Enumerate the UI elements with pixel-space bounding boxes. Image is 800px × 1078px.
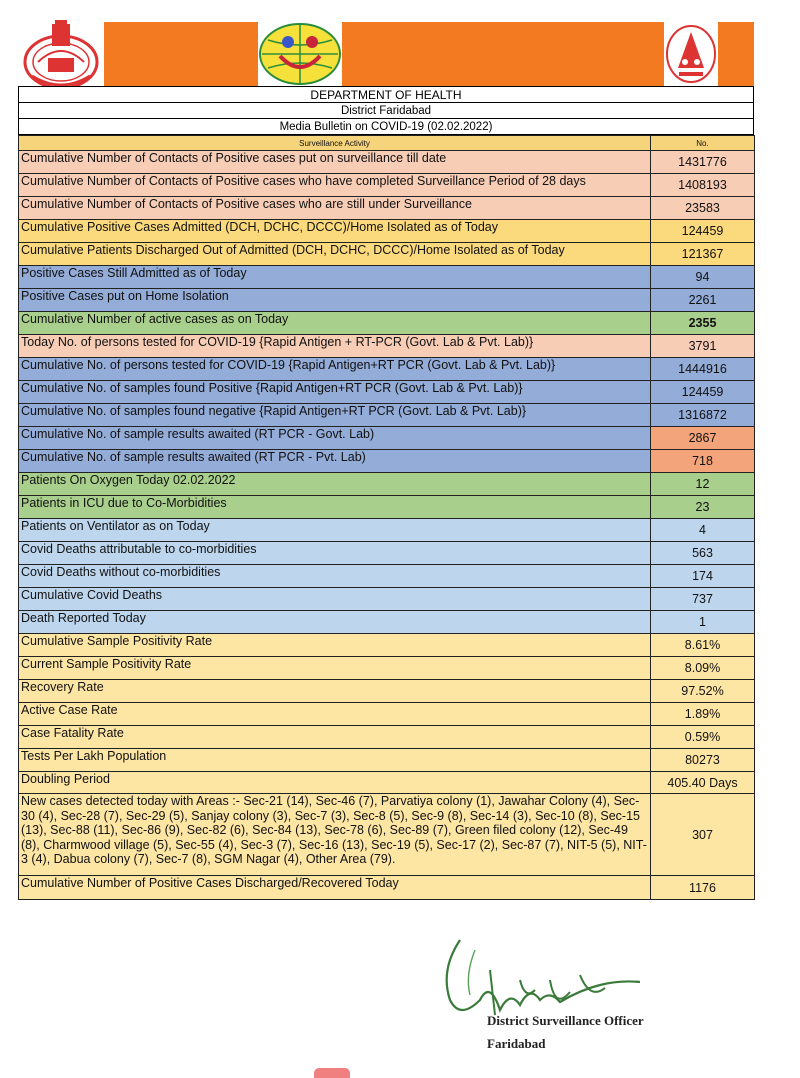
row-value: 124459 <box>651 381 755 404</box>
row-label: Case Fatality Rate <box>19 726 651 749</box>
bulletin-title: Media Bulletin on COVID-19 (02.02.2022) <box>18 118 754 135</box>
row-label: Cumulative No. of sample results awaited (RT PCR - Govt. Lab) <box>19 427 651 450</box>
table-row <box>19 289 755 312</box>
table-row <box>19 404 755 427</box>
table-row <box>19 496 755 519</box>
table-row <box>19 243 755 266</box>
row-label: Cumulative Number of active cases as on Today <box>19 312 651 335</box>
row-label: Current Sample Positivity Rate <box>19 657 651 680</box>
table-row <box>19 335 755 358</box>
table-row <box>19 726 755 749</box>
row-value: 80273 <box>651 749 755 772</box>
row-label: Covid Deaths attributable to co-morbidities <box>19 542 651 565</box>
table-row <box>19 657 755 680</box>
row-value: 405.40 Days <box>651 772 755 794</box>
row-label: Positive Cases put on Home Isolation <box>19 289 651 312</box>
signature-image <box>430 930 690 1060</box>
row-label: Cumulative No. of sample results awaited (RT PCR - Pvt. Lab) <box>19 450 651 473</box>
row-label: Tests Per Lakh Population <box>19 749 651 772</box>
row-value: 8.61% <box>651 634 755 657</box>
health-department-logo <box>664 22 718 86</box>
row-value: 121367 <box>651 243 755 266</box>
table-row <box>19 450 755 473</box>
row-label: Cumulative No. of samples found negative {Rapid Antigen+RT PCR (Govt. Lab & Pvt. Lab)} <box>19 404 651 427</box>
table-row <box>19 876 755 900</box>
table-row <box>19 565 755 588</box>
row-label: Cumulative Patients Discharged Out of Admitted (DCH, DCHC, DCCC)/Home Isolated as of Today <box>19 243 651 266</box>
table-row <box>19 634 755 657</box>
table-row <box>19 542 755 565</box>
row-label: Positive Cases Still Admitted as of Today <box>19 266 651 289</box>
row-label: Patients On Oxygen Today 02.02.2022 <box>19 473 651 496</box>
row-value: 563 <box>651 542 755 565</box>
row-label: Cumulative No. of persons tested for COVID-19 {Rapid Antigen+RT PCR (Govt. Lab & Pvt. Lab)} <box>19 358 651 381</box>
row-value: 12 <box>651 473 755 496</box>
row-label: Cumulative Number of Contacts of Positive cases who are still under Surveillance <box>19 197 651 220</box>
table-row <box>19 358 755 381</box>
row-value: 8.09% <box>651 657 755 680</box>
district-title: District Faridabad <box>18 102 754 119</box>
table-row <box>19 151 755 174</box>
row-value: 1.89% <box>651 703 755 726</box>
department-title: DEPARTMENT OF HEALTH <box>18 86 754 103</box>
col-activity-header: Surveillance Activity <box>19 136 651 151</box>
row-label: Recovery Rate <box>19 680 651 703</box>
row-label: Cumulative Covid Deaths <box>19 588 651 611</box>
col-no-header: No. <box>651 136 755 151</box>
row-label: Today No. of persons tested for COVID-19 {Rapid Antigen + RT-PCR (Govt. Lab & Pvt. Lab)} <box>19 335 651 358</box>
row-label: Patients on Ventilator as on Today <box>19 519 651 542</box>
table-row <box>19 381 755 404</box>
row-label: Cumulative Number of Contacts of Positive cases who have completed Surveillance Period of 28 days <box>19 174 651 197</box>
table-row <box>19 266 755 289</box>
row-value: 3791 <box>651 335 755 358</box>
row-value: 718 <box>651 450 755 473</box>
row-label: Cumulative No. of samples found Positive {Rapid Antigen+RT PCR (Govt. Lab & Pvt. Lab)} <box>19 381 651 404</box>
table-row <box>19 749 755 772</box>
table-row <box>19 772 755 794</box>
table-row <box>19 312 755 335</box>
header-band <box>104 22 754 86</box>
signature-location: Faridabad <box>487 1036 546 1051</box>
row-value: 0.59% <box>651 726 755 749</box>
table-row <box>19 703 755 726</box>
health-mission-logo <box>258 22 342 86</box>
table-row <box>19 794 755 876</box>
row-value: 4 <box>651 519 755 542</box>
signature-title: District Surveillance Officer <box>487 1013 644 1028</box>
bulletin-table <box>18 135 755 900</box>
row-label: Death Reported Today <box>19 611 651 634</box>
table-row <box>19 519 755 542</box>
row-value: 124459 <box>651 220 755 243</box>
row-label: Active Case Rate <box>19 703 651 726</box>
row-value: 1444916 <box>651 358 755 381</box>
table-row <box>19 680 755 703</box>
row-value: 2261 <box>651 289 755 312</box>
table-header <box>19 136 755 151</box>
bottom-tab <box>314 1068 350 1078</box>
row-value: 307 <box>651 794 755 876</box>
row-value: 23 <box>651 496 755 519</box>
row-value: 174 <box>651 565 755 588</box>
table-row <box>19 611 755 634</box>
row-label: Doubling Period <box>19 772 651 794</box>
row-label: Covid Deaths without co-morbidities <box>19 565 651 588</box>
row-label: Cumulative Number of Positive Cases Discharged/Recovered Today <box>19 876 651 900</box>
table-row <box>19 588 755 611</box>
table-row <box>19 174 755 197</box>
table-row <box>19 473 755 496</box>
row-value: 2867 <box>651 427 755 450</box>
row-label: Patients in ICU due to Co-Morbidities <box>19 496 651 519</box>
row-value: 97.52% <box>651 680 755 703</box>
row-value: 1431776 <box>651 151 755 174</box>
row-value: 1408193 <box>651 174 755 197</box>
row-value: 94 <box>651 266 755 289</box>
row-value: 2355 <box>651 312 755 335</box>
row-value: 1 <box>651 611 755 634</box>
row-value: 1316872 <box>651 404 755 427</box>
table-row <box>19 427 755 450</box>
row-label: Cumulative Number of Contacts of Positive cases put on surveillance till date <box>19 151 651 174</box>
row-value: 737 <box>651 588 755 611</box>
table-row <box>19 220 755 243</box>
row-value: 1176 <box>651 876 755 900</box>
table-row <box>19 197 755 220</box>
row-label: Cumulative Sample Positivity Rate <box>19 634 651 657</box>
row-value: 23583 <box>651 197 755 220</box>
row-label: New cases detected today with Areas :- Sec-21 (14), Sec-46 (7), Parvatiya colony (1), Jawahar Colony (4), Sec-30 (4), Sec-28 (7), Sec-29 (5), Sanjay colony (3), Sec-7 (3), Sec-8 (5), Sec-9 (8), Sec-14 (3), Sec-10 (8), Sec-15 (13), Sec-88 (11), Sec-86 (9), Sec-82 (6), Sec-84 (13), Sec-78 (6), Sec-89 (7), Green filed colony (12), Sec-49 (8), Charmwood village (5), Sec-55 (4), Sec-3 (7), Sec-16 (13), Sec-19 (5), Sec-17 (2), Sec-87 (7), NIT-5 (5), NIT-3 (4), Dabua colony (7), Sec-7 (8), SGM Nagar (4), Other Area (79). <box>19 794 651 876</box>
haryana-emblem-logo <box>22 18 100 90</box>
row-label: Cumulative Positive Cases Admitted (DCH, DCHC, DCCC)/Home Isolated as of Today <box>19 220 651 243</box>
